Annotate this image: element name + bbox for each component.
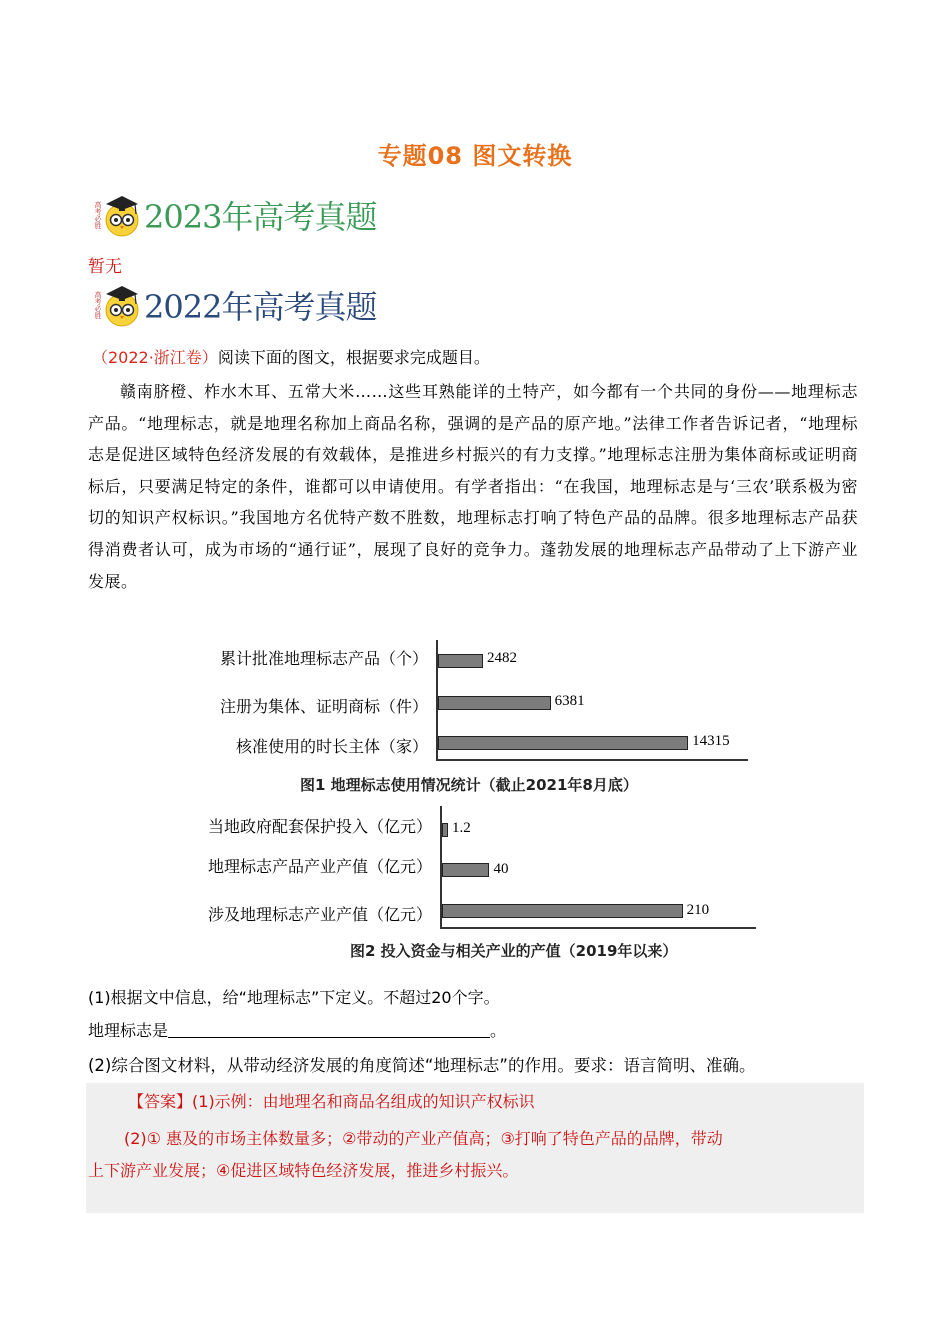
question-1-blank-line <box>88 1018 506 1041</box>
passage: 赣南脐橙、柞水木耳、五常大米……这些耳熟能详的土特产，如今都有一个共同的身份——地理标志产品。“地理标志，就是地理名称加上商品名称，强调的是产品的原产地。”法律工作者告诉记者，“地理标志是促进区域特色经济发展的有效载体，是推进乡村振兴的有力支撑。”地理标志注册为集体商标或证明商标后，只要满足特定的条件，谁都可以申请使用。有学者指出：“在我国，地理标志是与‘三农’联系极为密切的知识产权标识。”我国地方名优特产数不胜数，地理标志打响了特色产品的品牌。很多地理标志产品获得消费者认可，成为市场的“通行证”，展现了良好的竞争力。蓬勃发展的地理标志产品带动了上下游产业发展。 <box>88 382 858 591</box>
owl-mascot-icon <box>102 192 142 238</box>
answer-2-line-2: 上下游产业发展；④促进区域特色经济发展，推进乡村振兴。 <box>88 1161 519 1180</box>
blank-prefix: 地理标志是 <box>88 1021 169 1040</box>
answer-2-line-1: (2)① 惠及的市场主体数量多；②带动的产业产值高；③打响了特色产品的品牌，带动 <box>124 1129 723 1148</box>
chart-2 <box>0 806 950 966</box>
chart-2-bar <box>442 863 489 877</box>
chart-2-bar <box>442 823 448 837</box>
answer-1: (1)示例：由地理名和商品名组成的知识产权标识 <box>192 1092 535 1111</box>
question-source <box>92 345 490 368</box>
chart-2-category-label: 地理标志产品产业产值（亿元） <box>207 857 432 876</box>
chart-2-value-label: 40 <box>493 861 509 877</box>
section-title-2023: 2023年高考真题 <box>144 198 377 236</box>
chart-1 <box>0 640 950 800</box>
chart-1-category-label: 注册为集体、证明商标（件） <box>219 697 428 716</box>
chart-2-category-label: 涉及地理标志产业产值（亿元） <box>207 905 432 924</box>
chart-1-bar <box>438 736 688 750</box>
chart-2-category-label: 当地政府配套保护投入（亿元） <box>207 817 432 836</box>
chart-1-value-label: 6381 <box>554 693 585 709</box>
owl-mascot-icon <box>102 282 142 328</box>
chart-2-title: 图2 投入资金与相关产业的产值（2019年以来） <box>350 942 678 960</box>
chart-2-value-label: 210 <box>686 902 710 918</box>
chart-1-bar <box>438 696 551 710</box>
source-tag: （2022·浙江卷） <box>92 348 218 367</box>
answer-line-1 <box>128 1089 535 1112</box>
chart-1-value-label: 14315 <box>692 733 730 749</box>
chart-1-bar <box>438 654 483 668</box>
chart-1-x-axis <box>436 759 748 761</box>
no-content-note: 暂无 <box>88 257 122 277</box>
section-banner-2022 <box>88 280 376 330</box>
banner-badge-text: 高考必胜 <box>94 291 102 319</box>
chart-2-bar <box>442 904 683 918</box>
chart-1-title: 图1 地理标志使用情况统计（截止2021年8月底） <box>300 776 638 794</box>
answer-label: 【答案】 <box>128 1092 193 1111</box>
question-2: (2)综合图文材料，从带动经济发展的角度简述“地理标志”的作用。要求：语言简明、准确。 <box>88 1056 756 1075</box>
blank-suffix: 。 <box>490 1021 507 1040</box>
answer-blank[interactable] <box>168 1021 490 1038</box>
banner-badge-text: 高考必胜 <box>94 201 102 229</box>
question-instruction: 阅读下面的图文，根据要求完成题目。 <box>217 348 490 367</box>
chart-2-x-axis <box>440 927 756 929</box>
question-1: (1)根据文中信息，给“地理标志”下定义。不超过20个字。 <box>88 988 500 1007</box>
chart-1-category-label: 累计批准地理标志产品（个） <box>219 649 428 668</box>
chart-1-category-label: 核准使用的时长主体（家） <box>235 737 428 756</box>
section-banner-2023 <box>88 190 376 240</box>
page-title: 专题08 图文转换 <box>377 142 573 170</box>
chart-2-value-label: 1.2 <box>452 820 471 836</box>
section-title-2022: 2022年高考真题 <box>144 288 377 326</box>
chart-1-value-label: 2482 <box>487 650 518 666</box>
